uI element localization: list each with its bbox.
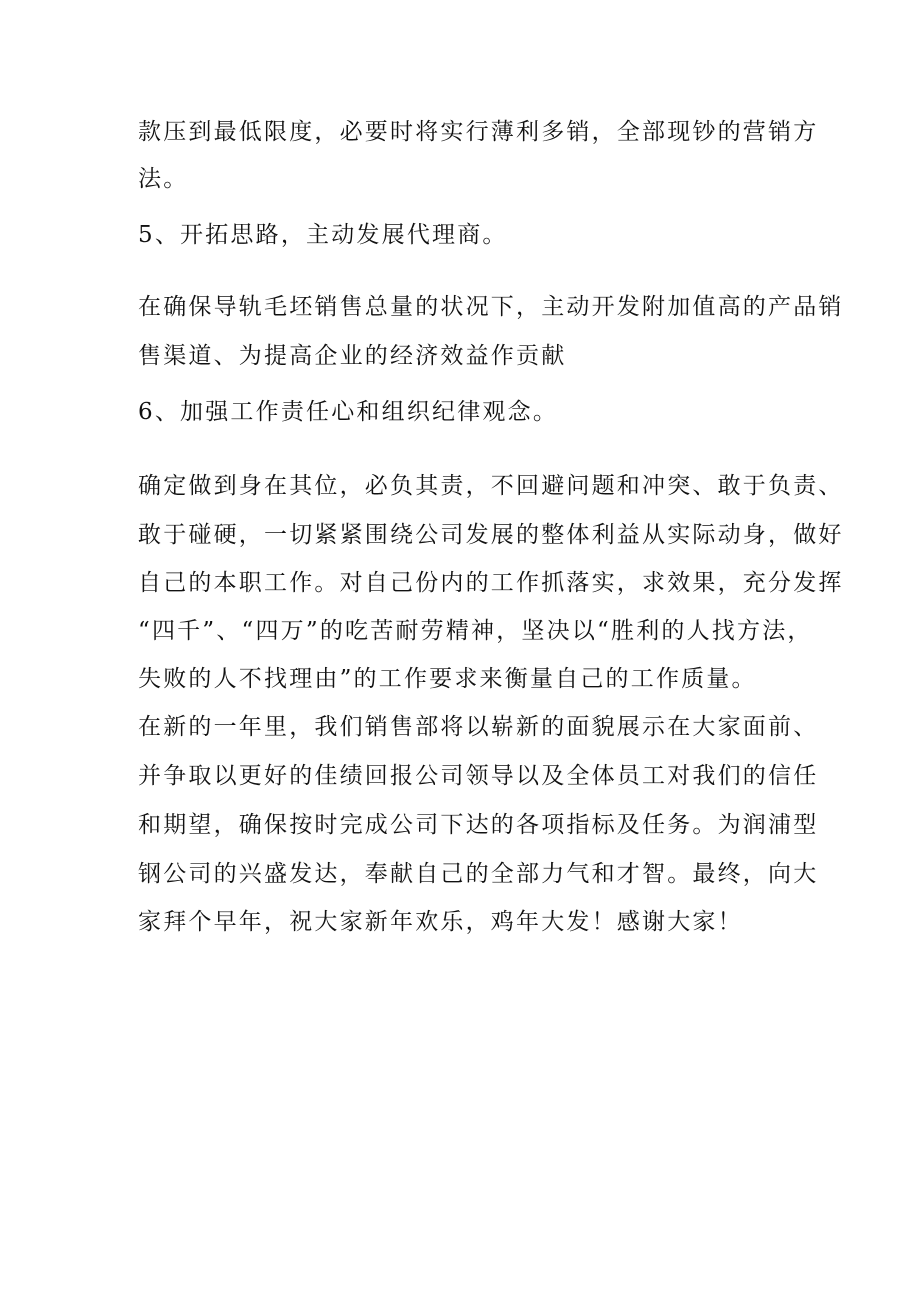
text-line: 款压到最低限度，必要时将实行薄利多销，全部现钞的营销方 [138, 119, 819, 145]
text-line: 失败的人不找理由”的工作要求来衡量自己的工作质量。 [138, 666, 757, 692]
list-item-heading-5: 5、开拓思路，主动发展代理商。 [138, 222, 508, 248]
text-line: 家拜个早年，祝大家新年欢乐，鸡年大发！感谢大家！ [138, 909, 743, 935]
text-line: 敢于碰硬，一切紧紧围绕公司发展的整体利益从实际动身，做好 [138, 522, 844, 548]
text-line: 售渠道、为提高企业的经济效益作贡献 [138, 343, 567, 369]
text-line: 在新的一年里，我们销售部将以崭新的面貌展示在大家面前、 [138, 714, 819, 740]
text-line: 在确保导轨毛坯销售总量的状况下，主动开发附加值高的产品销 [138, 294, 844, 320]
text-line: 确定做到身在其位，必负其责，不回避问题和冲突、敢于负责、 [138, 473, 844, 499]
text-line: 和期望，确保按时完成公司下达的各项指标及任务。为润浦型 [138, 812, 819, 838]
text-line: 自己的本职工作。对自己份内的工作抓落实，求效果，充分发挥 [138, 570, 844, 596]
text-line: 钢公司的兴盛发达，奉献自己的全部力气和才智。最终，向大 [138, 861, 819, 887]
list-item-heading-6: 6、加强工作责任心和组织纪律观念。 [138, 399, 559, 425]
text-line: 法。 [138, 166, 189, 192]
text-line: “四千”、“四万”的吃苦耐劳精神，坚决以“胜利的人找方法， [138, 618, 813, 644]
text-line: 并争取以更好的佳绩回报公司领导以及全体员工对我们的信任 [138, 763, 819, 789]
